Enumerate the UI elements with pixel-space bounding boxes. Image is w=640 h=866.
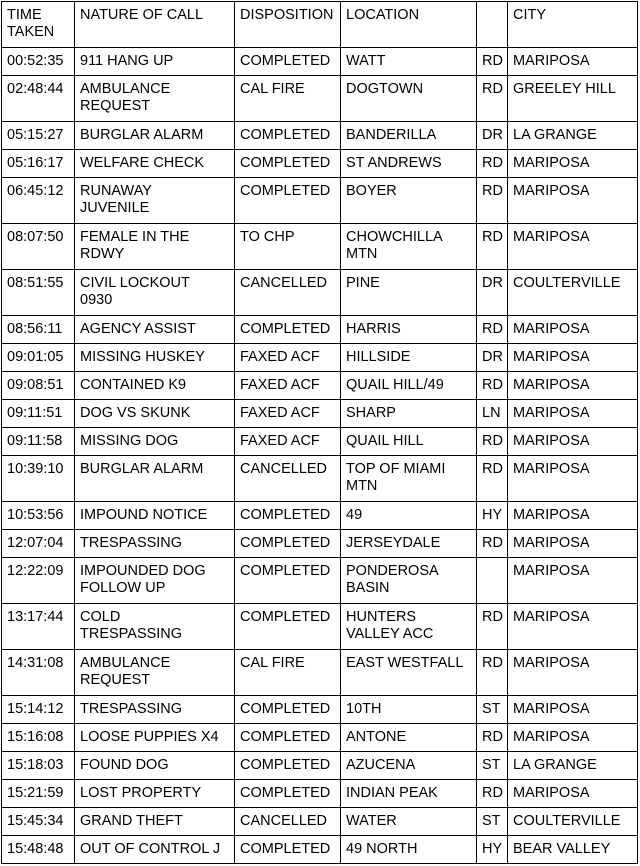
cell-nature-of-call: [75, 752, 235, 780]
cell-nature-of-call-line: WELFARE CHECK: [80, 155, 205, 171]
cell-disposition: COMPLETED: [235, 316, 341, 344]
cell-location-line: MTN: [346, 246, 378, 262]
cell-nature-of-call-line: TRESPASSING: [80, 626, 183, 642]
call-log-body: [2, 48, 638, 864]
header-city: CITY: [508, 2, 638, 48]
cell-location-line: 49: [346, 507, 363, 523]
cell-location: [341, 344, 477, 372]
cell-location-line: WATER: [346, 813, 397, 829]
cell-nature-of-call: [75, 836, 235, 864]
cell-location-line: QUAIL HILL: [346, 433, 424, 449]
cell-nature-of-call: [75, 428, 235, 456]
cell-disposition: COMPLETED: [235, 780, 341, 808]
table-row: [2, 780, 638, 808]
cell-time-taken: 15:21:59: [2, 780, 75, 808]
cell-location: [341, 316, 477, 344]
cell-location-line: ST ANDREWS: [346, 155, 442, 171]
cell-time-taken: 08:51:55: [2, 270, 75, 316]
cell-city: MARIPOSA: [508, 344, 638, 372]
cell-city: MARIPOSA: [508, 780, 638, 808]
cell-nature-of-call: [75, 780, 235, 808]
cell-street-suffix: RD: [477, 604, 508, 650]
cell-city: MARIPOSA: [508, 456, 638, 502]
cell-nature-of-call: [75, 344, 235, 372]
cell-city: COULTERVILLE: [508, 808, 638, 836]
cell-time-taken: 09:08:51: [2, 372, 75, 400]
cell-city: MARIPOSA: [508, 558, 638, 604]
cell-nature-of-call-line: CIVIL LOCKOUT: [80, 275, 190, 291]
cell-nature-of-call: [75, 808, 235, 836]
cell-time-taken: 05:16:17: [2, 150, 75, 178]
header-time-taken: [2, 2, 75, 48]
cell-nature-of-call: [75, 400, 235, 428]
header-disposition: DISPOSITION: [235, 2, 341, 48]
cell-location-line: ANTONE: [346, 729, 407, 745]
cell-nature-of-call-line: RDWY: [80, 246, 125, 262]
cell-location-line: BOYER: [346, 183, 397, 199]
cell-disposition: COMPLETED: [235, 502, 341, 530]
cell-city: MARIPOSA: [508, 150, 638, 178]
table-row: [2, 224, 638, 270]
cell-nature-of-call-line: LOST PROPERTY: [80, 785, 202, 801]
cell-city: MARIPOSA: [508, 530, 638, 558]
cell-location: [341, 604, 477, 650]
cell-nature-of-call-line: AMBULANCE: [80, 81, 171, 97]
cell-location: [341, 558, 477, 604]
cell-location-line: BANDERILLA: [346, 127, 437, 143]
cell-disposition: FAXED ACF: [235, 400, 341, 428]
cell-city: MARIPOSA: [508, 428, 638, 456]
table-row: [2, 316, 638, 344]
cell-nature-of-call: [75, 530, 235, 558]
cell-location: [341, 48, 477, 76]
cell-nature-of-call-line: 911 HANG UP: [80, 53, 174, 69]
cell-location-line: EAST WESTFALL: [346, 655, 464, 671]
cell-time-taken: 12:07:04: [2, 530, 75, 558]
cell-disposition: CANCELLED: [235, 270, 341, 316]
header-nature-of-call: NATURE OF CALL: [75, 2, 235, 48]
cell-location: [341, 270, 477, 316]
cell-street-suffix: [477, 558, 508, 604]
cell-time-taken: 08:07:50: [2, 224, 75, 270]
cell-street-suffix: RD: [477, 178, 508, 224]
cell-location: [341, 428, 477, 456]
cell-location-line: VALLEY ACC: [346, 626, 434, 642]
cell-nature-of-call-line: 0930: [80, 292, 113, 308]
cell-location: [341, 150, 477, 178]
cell-nature-of-call: [75, 76, 235, 122]
cell-street-suffix: ST: [477, 808, 508, 836]
cell-nature-of-call: [75, 372, 235, 400]
cell-city: BEAR VALLEY: [508, 836, 638, 864]
cell-time-taken: 13:17:44: [2, 604, 75, 650]
table-row: [2, 48, 638, 76]
cell-time-taken: 09:11:51: [2, 400, 75, 428]
cell-location: [341, 530, 477, 558]
cell-time-taken: 08:56:11: [2, 316, 75, 344]
cell-nature-of-call: [75, 502, 235, 530]
cell-street-suffix: RD: [477, 48, 508, 76]
cell-location-line: INDIAN PEAK: [346, 785, 438, 801]
cell-disposition: COMPLETED: [235, 150, 341, 178]
table-row: [2, 836, 638, 864]
cell-nature-of-call: [75, 604, 235, 650]
cell-location-line: HARRIS: [346, 321, 401, 337]
cell-city: MARIPOSA: [508, 400, 638, 428]
cell-location: [341, 752, 477, 780]
cell-city: LA GRANGE: [508, 752, 638, 780]
cell-time-taken: 10:53:56: [2, 502, 75, 530]
cell-disposition: TO CHP: [235, 224, 341, 270]
cell-nature-of-call: [75, 316, 235, 344]
table-row: [2, 122, 638, 150]
cell-nature-of-call-line: RUNAWAY: [80, 183, 152, 199]
table-row: [2, 650, 638, 696]
cell-location-line: SHARP: [346, 405, 396, 421]
cell-nature-of-call-line: REQUEST: [80, 672, 151, 688]
cell-location: [341, 808, 477, 836]
cell-nature-of-call: [75, 48, 235, 76]
cell-time-taken: 09:11:58: [2, 428, 75, 456]
table-row: [2, 724, 638, 752]
cell-location-line: HUNTERS: [346, 609, 417, 625]
cell-time-taken: 05:15:27: [2, 122, 75, 150]
cell-location-line: CHOWCHILLA: [346, 229, 443, 245]
cell-city: MARIPOSA: [508, 724, 638, 752]
cell-city: MARIPOSA: [508, 372, 638, 400]
cell-location-line: TOP OF MIAMI: [346, 461, 446, 477]
cell-time-taken: 00:52:35: [2, 48, 75, 76]
table-row: [2, 344, 638, 372]
cell-location: [341, 178, 477, 224]
cell-street-suffix: RD: [477, 650, 508, 696]
table-row: [2, 530, 638, 558]
cell-nature-of-call: [75, 696, 235, 724]
cell-city: COULTERVILLE: [508, 270, 638, 316]
cell-time-taken: 15:18:03: [2, 752, 75, 780]
cell-time-taken: 10:39:10: [2, 456, 75, 502]
cell-location: [341, 400, 477, 428]
cell-nature-of-call: [75, 724, 235, 752]
cell-time-taken: 14:31:08: [2, 650, 75, 696]
cell-nature-of-call-line: AGENCY ASSIST: [80, 321, 196, 337]
table-row: [2, 372, 638, 400]
cell-nature-of-call-line: CONTAINED K9: [80, 377, 187, 393]
cell-location-line: WATT: [346, 53, 386, 69]
cell-location-line: HILLSIDE: [346, 349, 411, 365]
cell-city: GREELEY HILL: [508, 76, 638, 122]
cell-location: [341, 372, 477, 400]
cell-nature-of-call-line: OUT OF CONTROL J: [80, 841, 221, 857]
cell-nature-of-call: [75, 456, 235, 502]
cell-disposition: FAXED ACF: [235, 344, 341, 372]
cell-street-suffix: RD: [477, 150, 508, 178]
cell-location: [341, 780, 477, 808]
cell-street-suffix: RD: [477, 724, 508, 752]
cell-city: LA GRANGE: [508, 122, 638, 150]
cell-city: MARIPOSA: [508, 502, 638, 530]
cell-street-suffix: RD: [477, 316, 508, 344]
cell-nature-of-call-line: FOLLOW UP: [80, 580, 166, 596]
cell-location-line: 49 NORTH: [346, 841, 418, 857]
table-row: [2, 752, 638, 780]
cell-nature-of-call-line: BURGLAR ALARM: [80, 127, 204, 143]
cell-city: MARIPOSA: [508, 696, 638, 724]
table-row: [2, 456, 638, 502]
table-row: [2, 808, 638, 836]
cell-nature-of-call: [75, 650, 235, 696]
cell-street-suffix: ST: [477, 752, 508, 780]
cell-street-suffix: HY: [477, 502, 508, 530]
cell-city: MARIPOSA: [508, 224, 638, 270]
cell-nature-of-call: [75, 122, 235, 150]
call-log-table: [1, 1, 638, 864]
cell-time-taken: 02:48:44: [2, 76, 75, 122]
cell-nature-of-call: [75, 558, 235, 604]
cell-disposition: FAXED ACF: [235, 372, 341, 400]
cell-location: [341, 76, 477, 122]
cell-nature-of-call: [75, 150, 235, 178]
cell-street-suffix: RD: [477, 372, 508, 400]
cell-location: [341, 502, 477, 530]
header-location: LOCATION: [341, 2, 477, 48]
cell-location: [341, 122, 477, 150]
table-row: [2, 558, 638, 604]
cell-street-suffix: DR: [477, 344, 508, 372]
cell-city: MARIPOSA: [508, 650, 638, 696]
cell-time-taken: 15:16:08: [2, 724, 75, 752]
cell-nature-of-call-line: MISSING DOG: [80, 433, 179, 449]
table-row: [2, 696, 638, 724]
cell-disposition: CANCELLED: [235, 808, 341, 836]
cell-location-line: PINE: [346, 275, 380, 291]
cell-location: [341, 650, 477, 696]
cell-nature-of-call-line: IMPOUNDED DOG: [80, 563, 206, 579]
cell-street-suffix: RD: [477, 530, 508, 558]
cell-street-suffix: RD: [477, 456, 508, 502]
table-row: [2, 428, 638, 456]
cell-disposition: COMPLETED: [235, 530, 341, 558]
cell-street-suffix: RD: [477, 76, 508, 122]
cell-location: [341, 724, 477, 752]
cell-nature-of-call-line: REQUEST: [80, 98, 151, 114]
cell-location-line: AZUCENA: [346, 757, 416, 773]
cell-time-taken: 09:01:05: [2, 344, 75, 372]
cell-disposition: COMPLETED: [235, 836, 341, 864]
cell-nature-of-call-line: COLD: [80, 609, 121, 625]
cell-location-line: PONDEROSA: [346, 563, 439, 579]
cell-nature-of-call-line: MISSING HUSKEY: [80, 349, 205, 365]
cell-location-line: JERSEYDALE: [346, 535, 441, 551]
cell-nature-of-call: [75, 224, 235, 270]
header-suffix: [477, 2, 508, 48]
table-row: [2, 604, 638, 650]
cell-street-suffix: LN: [477, 400, 508, 428]
cell-city: MARIPOSA: [508, 178, 638, 224]
cell-nature-of-call: [75, 178, 235, 224]
cell-nature-of-call: [75, 270, 235, 316]
table-row: [2, 150, 638, 178]
cell-disposition: COMPLETED: [235, 48, 341, 76]
cell-disposition: COMPLETED: [235, 178, 341, 224]
cell-time-taken: 15:45:34: [2, 808, 75, 836]
cell-nature-of-call-line: TRESPASSING: [80, 535, 183, 551]
cell-location: [341, 696, 477, 724]
table-row: [2, 76, 638, 122]
table-row: [2, 400, 638, 428]
cell-disposition: COMPLETED: [235, 752, 341, 780]
cell-time-taken: 12:22:09: [2, 558, 75, 604]
cell-time-taken: 15:14:12: [2, 696, 75, 724]
cell-disposition: COMPLETED: [235, 122, 341, 150]
cell-street-suffix: RD: [477, 780, 508, 808]
cell-nature-of-call-line: FOUND DOG: [80, 757, 169, 773]
cell-nature-of-call-line: BURGLAR ALARM: [80, 461, 204, 477]
cell-location-line: 10TH: [346, 701, 382, 717]
cell-city: MARIPOSA: [508, 316, 638, 344]
cell-street-suffix: DR: [477, 122, 508, 150]
cell-location: [341, 836, 477, 864]
cell-disposition: COMPLETED: [235, 558, 341, 604]
cell-nature-of-call-line: AMBULANCE: [80, 655, 171, 671]
cell-location-line: BASIN: [346, 580, 390, 596]
cell-disposition: FAXED ACF: [235, 428, 341, 456]
cell-city: MARIPOSA: [508, 48, 638, 76]
cell-disposition: COMPLETED: [235, 696, 341, 724]
cell-disposition: CAL FIRE: [235, 650, 341, 696]
cell-street-suffix: RD: [477, 428, 508, 456]
cell-location-line: MTN: [346, 478, 378, 494]
cell-nature-of-call-line: JUVENILE: [80, 200, 150, 216]
cell-nature-of-call-line: IMPOUND NOTICE: [80, 507, 208, 523]
cell-location-line: DOGTOWN: [346, 81, 424, 97]
header-row: [2, 2, 638, 48]
table-row: [2, 270, 638, 316]
cell-location: [341, 456, 477, 502]
cell-time-taken: 15:48:48: [2, 836, 75, 864]
cell-disposition: COMPLETED: [235, 724, 341, 752]
cell-location: [341, 224, 477, 270]
cell-disposition: COMPLETED: [235, 604, 341, 650]
cell-nature-of-call-line: FEMALE IN THE: [80, 229, 190, 245]
header-taken-line: TAKEN: [7, 24, 55, 40]
cell-nature-of-call-line: TRESPASSING: [80, 701, 183, 717]
cell-disposition: CANCELLED: [235, 456, 341, 502]
cell-street-suffix: RD: [477, 224, 508, 270]
cell-disposition: CAL FIRE: [235, 76, 341, 122]
table-row: [2, 502, 638, 530]
cell-nature-of-call-line: DOG VS SKUNK: [80, 405, 191, 421]
cell-street-suffix: HY: [477, 836, 508, 864]
table-row: [2, 178, 638, 224]
cell-time-taken: 06:45:12: [2, 178, 75, 224]
cell-nature-of-call-line: LOOSE PUPPIES X4: [80, 729, 219, 745]
cell-street-suffix: ST: [477, 696, 508, 724]
cell-street-suffix: DR: [477, 270, 508, 316]
cell-city: MARIPOSA: [508, 604, 638, 650]
header-time-line: TIME: [7, 7, 42, 23]
cell-location-line: QUAIL HILL/49: [346, 377, 444, 393]
cell-nature-of-call-line: GRAND THEFT: [80, 813, 183, 829]
